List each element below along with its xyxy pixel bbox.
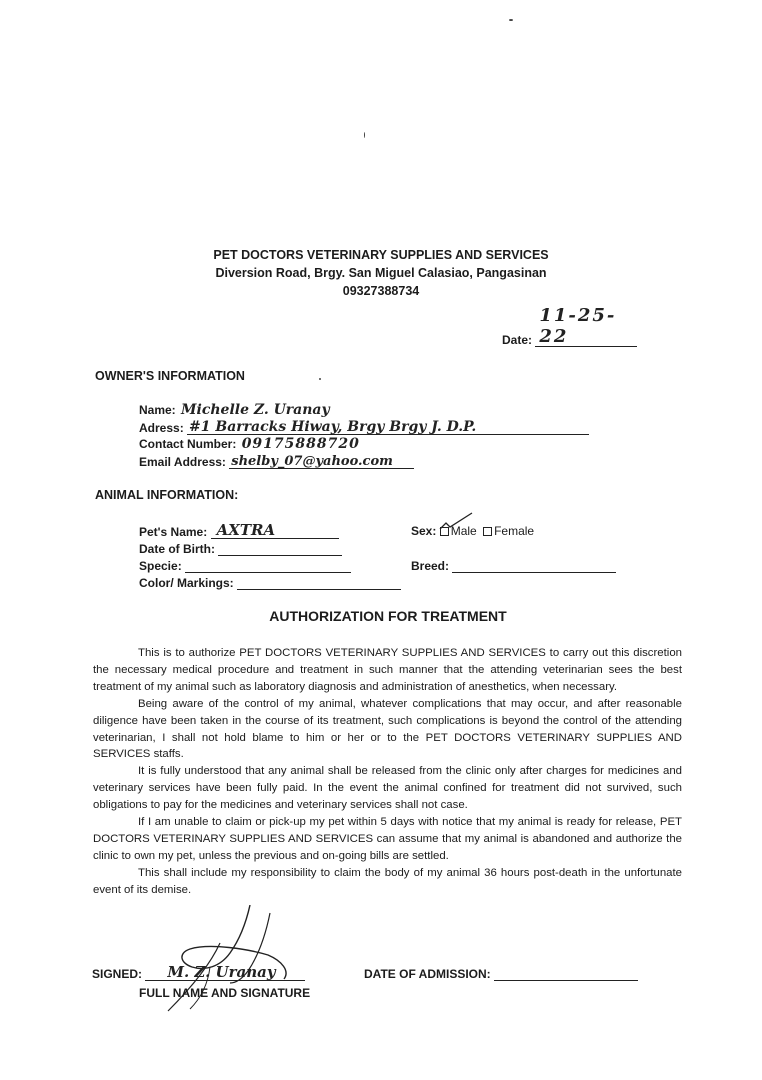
pet-name-row <box>139 521 339 539</box>
sex-male-label: Male <box>450 524 477 538</box>
signed-row <box>92 963 305 981</box>
sex-label: Sex: <box>411 524 437 538</box>
check-mark-icon <box>438 511 474 533</box>
sex-row <box>411 524 534 538</box>
owner-name-label: Name: <box>139 403 176 417</box>
owner-email-label: Email Address: <box>139 455 226 469</box>
scan-speck <box>364 132 365 138</box>
authorization-paragraph: If I am unable to claim or pick-up my pet within 5 days with notice that my animal is ready for release, PET DOCTORS VETERINARY SUPPLIES AND SERVICES can assume that my animal is abandoned and authorize the clinic to own my pet, unless the previous and on-going bills are settled. <box>93 816 682 862</box>
breed-label: Breed: <box>411 559 450 573</box>
date-field[interactable] <box>535 305 637 347</box>
pet-name-value: AXTRA <box>216 521 276 539</box>
owner-name-field[interactable] <box>179 403 329 417</box>
animal-section-title: ANIMAL INFORMATION: <box>95 488 239 502</box>
sex-option-female[interactable] <box>480 524 534 538</box>
signed-label: SIGNED: <box>92 967 143 981</box>
authorization-paragraph: This shall include my responsibility to claim the body of my animal 36 hours post-death in the unfortunate event of its demise. <box>93 866 682 896</box>
date-label: Date: <box>502 333 533 347</box>
pet-name-label: Pet's Name: <box>139 525 208 539</box>
owner-address-field[interactable] <box>187 420 589 435</box>
owner-contact-label: Contact Number: <box>139 437 237 451</box>
sex-option-male[interactable] <box>440 524 480 538</box>
dob-field[interactable] <box>218 541 342 556</box>
specie-field[interactable] <box>185 558 351 573</box>
female-checkbox[interactable] <box>483 527 492 536</box>
signed-value: M. Z. Uranay <box>167 963 276 981</box>
color-row <box>139 575 401 590</box>
dob-row <box>139 541 342 556</box>
admission-label: DATE OF ADMISSION: <box>364 967 491 981</box>
owner-address-row <box>139 420 589 435</box>
owner-email-row <box>139 454 414 469</box>
owner-email-value: shelby_07@yahoo.com <box>231 454 393 469</box>
color-label: Color/ Markings: <box>139 576 234 590</box>
authorization-paragraph: This is to authorize PET DOCTORS VETERINARY SUPPLIES AND SERVICES to carry out this discretion the necessary medical procedure and treatment in such manner that the attending veterinarian sees the best treatment of my animal such as laboratory diagnosis and administration of anesthetics, when necessary. <box>93 647 682 693</box>
owner-email-field[interactable] <box>229 454 414 469</box>
dob-label: Date of Birth: <box>139 542 215 556</box>
signature-field[interactable] <box>145 963 305 981</box>
scan-speck <box>319 378 321 380</box>
admission-row <box>364 966 638 981</box>
clinic-header <box>0 246 762 300</box>
specie-row <box>139 558 351 573</box>
owner-contact-value: 09175888720 <box>241 436 360 452</box>
sex-female-label: Female <box>494 524 535 538</box>
pet-name-field[interactable] <box>211 521 339 539</box>
breed-row <box>411 558 616 573</box>
authorization-title: AUTHORIZATION FOR TREATMENT <box>269 608 507 624</box>
owner-contact-row <box>139 436 360 452</box>
clinic-phone: 09327388734 <box>342 284 420 298</box>
owner-address-value: #1 Barracks Hiway, Brgy Brgy J. D.P. <box>189 419 477 435</box>
owner-name-value: Michelle Z. Uranay <box>181 402 330 418</box>
color-field[interactable] <box>237 575 401 590</box>
signature-caption: FULL NAME AND SIGNATURE <box>139 986 311 1000</box>
specie-label: Specie: <box>139 559 182 573</box>
owner-name-row <box>139 403 329 417</box>
authorization-paragraph: Being aware of the control of my animal, whatever complications that may occur, and after reasonable diligence have been taken in the course of its treatment, such complications is beyond the control of the attending veterinarian, I shall not hold blame to him or her or to the PET DOCTORS VETERINARY SUPPLIES AND SERVICES staffs. <box>93 697 682 761</box>
authorization-paragraph: It is fully understood that any animal shall be released from the clinic only after charges for medicines and veterinary services have been fully paid. In the event the animal confined for treatment did not survived, such obligations to pay for the medicines and veterinary services shall not case. <box>93 765 682 812</box>
owner-address-label: Adress: <box>139 421 184 435</box>
date-value: 11-25-22 <box>539 305 617 347</box>
owner-section-title: OWNER'S INFORMATION <box>95 369 245 383</box>
admission-date-field[interactable] <box>494 966 638 981</box>
owner-contact-field[interactable] <box>240 436 360 452</box>
authorization-body <box>93 645 682 899</box>
breed-field[interactable] <box>452 558 616 573</box>
clinic-address: Diversion Road, Brgy. San Miguel Calasiao, Pangasinan <box>215 266 547 280</box>
date-row <box>502 305 637 347</box>
clinic-name: PET DOCTORS VETERINARY SUPPLIES AND SERVICES <box>213 248 549 262</box>
scan-speck <box>509 19 513 21</box>
